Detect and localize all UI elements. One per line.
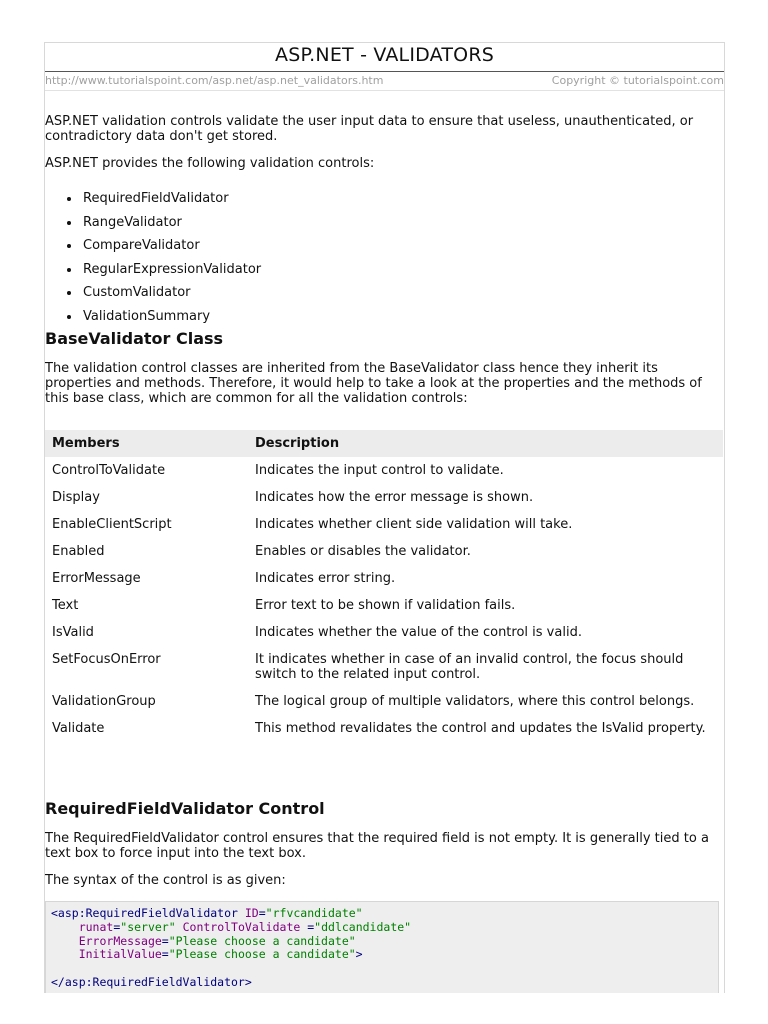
code-close-tag: </asp:RequiredFieldValidator> (51, 974, 252, 989)
title-divider (45, 71, 724, 72)
members-column-header: Members (45, 430, 248, 457)
document-page (44, 42, 725, 993)
member-description: This method revalidates the control and updates the IsValid property. (255, 721, 706, 736)
requiredfield-heading: RequiredFieldValidator Control (45, 799, 325, 818)
member-description: The logical group of multiple validators, where this control belongs. (255, 694, 695, 709)
member-description: Indicates whether the value of the control is valid. (255, 625, 582, 640)
code-value: "server" (120, 919, 176, 934)
code-attr: runat (78, 919, 114, 934)
table-row (45, 619, 723, 646)
members-table (45, 430, 723, 742)
list-item: RequiredFieldValidator (67, 191, 261, 215)
code-attr: ErrorMessage (78, 933, 162, 948)
table-row (45, 565, 723, 592)
page-title: ASP.NET - VALIDATORS (275, 44, 494, 66)
description-column-header: Description (248, 430, 723, 457)
basevalidator-paragraph: The validation control classes are inherited from the BaseValidator class hence they inherit its properties and methods. Therefore, it would help to take a look at the properties and the methods of this base class, which are common for all the validation controls: (45, 361, 702, 406)
requiredfield-paragraph: The RequiredFieldValidator control ensures that the required field is not empty. It is generally tied to a text box to force input into the text box. (45, 831, 709, 861)
code-value: "rfvcandidate" (265, 906, 363, 920)
intro-paragraph: ASP.NET validation controls validate the user input data to ensure that useless, unauthenticated, or contradictory data don't get stored. (45, 114, 694, 144)
code-value: "ddlcandidate" (314, 919, 412, 934)
table-row (45, 484, 723, 511)
controls-intro: ASP.NET provides the following validation controls: (45, 156, 375, 171)
list-item: RangeValidator (67, 215, 261, 239)
member-name: SetFocusOnError (52, 652, 161, 667)
table-row (45, 688, 723, 715)
table-row (45, 511, 723, 538)
member-name: Enabled (52, 544, 105, 559)
code-attr: ID (244, 906, 259, 920)
member-description: It indicates whether in case of an invalid control, the focus should switch to the related input control. (255, 652, 684, 682)
member-name: Display (52, 490, 100, 505)
table-row (45, 592, 723, 619)
member-description: Error text to be shown if validation fails. (255, 598, 516, 613)
member-description: Indicates the input control to validate. (255, 463, 504, 478)
member-name: ErrorMessage (52, 571, 141, 586)
member-description: Indicates how the error message is shown. (255, 490, 534, 505)
member-description: Indicates error string. (255, 571, 396, 586)
source-url: http://www.tutorialspoint.com/asp.net/asp.net_validators.htm (45, 74, 384, 87)
member-name: EnableClientScript (52, 517, 172, 532)
member-name: ValidationGroup (52, 694, 156, 709)
table-header-row (45, 430, 723, 457)
code-value: "Please choose a candidate" (168, 947, 356, 962)
table-row (45, 715, 723, 742)
member-description: Indicates whether client side validation will take. (255, 517, 573, 532)
copyright-notice: Copyright © tutorialspoint.com (551, 74, 724, 87)
validation-controls-list (67, 191, 261, 333)
list-item: CustomValidator (67, 285, 261, 309)
list-item: CompareValidator (67, 238, 261, 262)
list-item: ValidationSummary (67, 309, 261, 333)
code-block: <asp:RequiredFieldValidator ID="rfvcandidate" runat="server" ControlToValidate ="ddlcandidate" ErrorMessage="Please choose a candidate" InitialValue="Please choose a candidate"> </asp:RequiredFieldValidator> (45, 901, 719, 993)
code-open-tag: <asp:RequiredFieldValidator (51, 906, 238, 920)
code-attr: InitialValue (78, 947, 162, 962)
table-row (45, 646, 723, 688)
syntax-intro: The syntax of the control is as given: (45, 873, 286, 888)
code-bracket: > (355, 947, 363, 962)
member-name: IsValid (52, 625, 94, 640)
member-name: Validate (52, 721, 105, 736)
meta-divider (45, 90, 724, 91)
table-row (45, 457, 723, 484)
table-row (45, 538, 723, 565)
code-value: "Please choose a candidate" (168, 933, 356, 948)
list-item: RegularExpressionValidator (67, 262, 261, 286)
code-attr: ControlToValidate (182, 919, 301, 934)
basevalidator-heading: BaseValidator Class (45, 329, 224, 348)
member-name: Text (52, 598, 79, 613)
member-name: ControlToValidate (52, 463, 166, 478)
member-description: Enables or disables the validator. (255, 544, 471, 559)
